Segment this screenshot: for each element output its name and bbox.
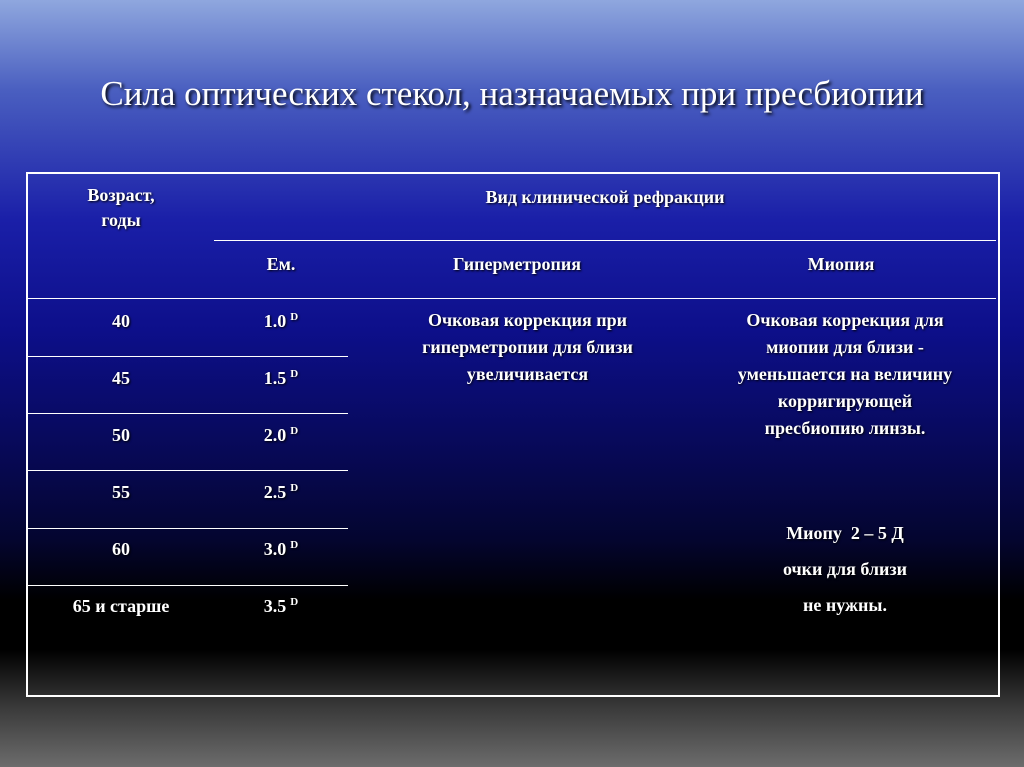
myopia-column-header: Миопия [807, 254, 875, 274]
note-line: Миопу 2 – 5 Д [786, 523, 904, 543]
em-value: 1.5 [263, 368, 287, 388]
em-cell [214, 480, 348, 505]
myopia-note [690, 307, 1000, 442]
diopter-unit: D [290, 596, 299, 608]
note-line: не нужны. [803, 595, 887, 615]
note-line: увеличивается [466, 364, 589, 384]
note-line: миопии для близи - [766, 337, 924, 357]
row-divider [28, 585, 348, 586]
header-bottom-rule [28, 298, 996, 299]
refraction-header: Вид клинической рефракции [485, 187, 725, 207]
note-line: очки для близи [783, 559, 907, 579]
note-line: Очковая коррекция для [746, 310, 944, 330]
hyperopia-column-header: Гиперметропия [452, 254, 582, 274]
diopter-unit: D [290, 425, 299, 437]
diopter-unit: D [290, 368, 299, 380]
em-value: 1.0 [263, 311, 287, 331]
em-value: 2.5 [263, 482, 287, 502]
row-divider [28, 528, 348, 529]
em-cell [214, 594, 348, 619]
em-column-header: Ем. [266, 254, 296, 274]
note-line: уменьшается на величину [737, 364, 953, 384]
em-value: 3.0 [263, 539, 287, 559]
diopter-unit: D [290, 539, 299, 551]
age-cell: 50 [112, 425, 130, 445]
em-value: 2.0 [263, 425, 287, 445]
em-cell [214, 309, 348, 334]
age-cell: 40 [112, 311, 130, 331]
note-line: Очковая коррекция при [427, 310, 628, 330]
age-header [28, 183, 214, 233]
row-divider [28, 356, 348, 357]
slide-title: Сила оптических стекол, назначаемых при пресбиопии [100, 74, 924, 113]
age-header-line2: годы [101, 210, 141, 230]
em-cell [214, 537, 348, 562]
header-divider [214, 240, 996, 241]
myopia-extra-note [690, 515, 1000, 623]
row-divider [28, 413, 348, 414]
em-cell [214, 423, 348, 448]
em-cell [214, 366, 348, 391]
age-cell: 45 [112, 368, 130, 388]
diopter-unit: D [290, 482, 299, 494]
note-line: корригирующей [777, 391, 913, 411]
diopter-unit: D [290, 311, 299, 323]
age-cell: 60 [112, 539, 130, 559]
row-divider [28, 470, 348, 471]
age-cell: 55 [112, 482, 130, 502]
hyperopia-note [355, 307, 700, 388]
note-line: гиперметропии для близи [422, 337, 633, 357]
em-value: 3.5 [263, 596, 287, 616]
age-header-line1: Возраст, [87, 185, 155, 205]
age-cell: 65 и старше [72, 596, 170, 616]
note-line: пресбиопию линзы. [764, 418, 926, 438]
